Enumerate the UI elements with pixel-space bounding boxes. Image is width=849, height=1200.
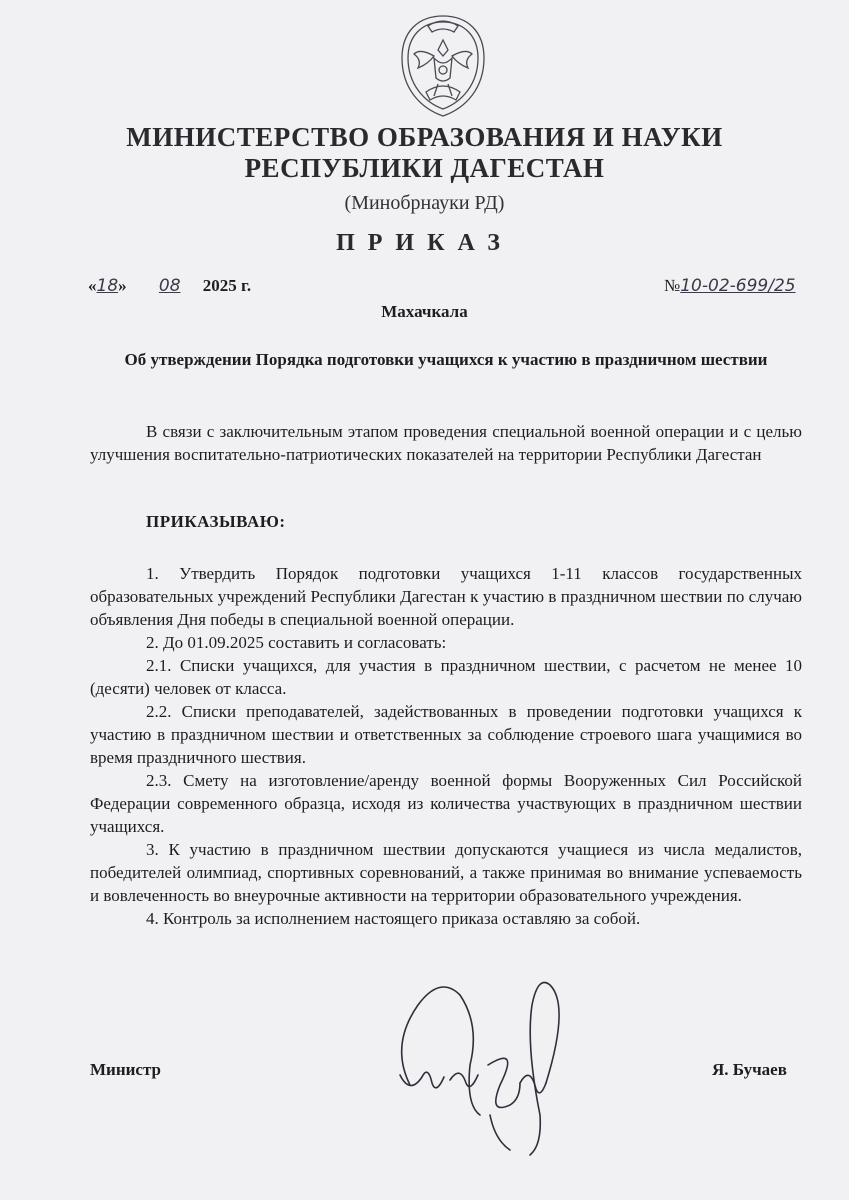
order-item-2-1: 2.1. Списки учащихся, для участия в праздничном шествии, с расчетом не менее 10 (десяти) человек от класса. [90, 656, 802, 698]
document-type: ПРИКАЗ [336, 230, 513, 256]
order-item-3: 3. К участию в праздничном шествии допускаются учащиеся из числа медалистов, победителей олимпиад, спортивных соревнований, а также принимая во внимание успеваемость и вовлеченность во внеурочные активности на территории образовательного учреждения. [90, 840, 802, 905]
order-item-4: 4. Контроль за исполнением настоящего приказа оставляю за собой. [146, 909, 641, 928]
order-item-2-3: 2.3. Смету на изготовление/аренду военной формы Вооруженных Сил Российской Федерации современного образца, исходя из количества участвующих в праздничном шествии учащихся. [90, 771, 802, 836]
number-label: № [664, 276, 681, 295]
date-day: 18 [96, 276, 119, 296]
intro-paragraph: В связи с заключительным этапом проведения специальной военной операции и с целью улучшения воспитательно-патриотических показателей на территории Республики Дагестан [90, 422, 802, 464]
order-item-2: 2. До 01.09.2025 составить и согласовать: [146, 633, 447, 652]
ministry-name-line2: РЕСПУБЛИКИ ДАГЕСТАН [244, 153, 605, 183]
order-item-2-2: 2.2. Списки преподавателей, задействованных в проведении подготовки учащихся к участию в праздничном шествии и ответственных за соблюдение строевого шага учащимися во время праздничного шествия. [90, 702, 802, 767]
document-date [88, 276, 251, 296]
document-number [664, 276, 796, 296]
signatory-position: Министр [90, 1060, 161, 1079]
order-item-1: 1. Утвердить Порядок подготовки учащихся 1-11 классов государственных образовательных учреждений Республики Дагестан к участию в праздничном шествии по случаю объявления Дня победы в специальной военной операции. [90, 564, 802, 629]
city: Махачкала [381, 302, 468, 321]
handwritten-signature [370, 965, 590, 1165]
number-value: 10-02-699/25 [680, 276, 796, 296]
order-title: Об утверждении Порядка подготовки учащихся к участию в праздничном шествии [124, 350, 768, 369]
coat-of-arms-icon [388, 10, 498, 122]
date-year: 2025 г. [202, 276, 252, 295]
orders-heading: ПРИКАЗЫВАЮ: [146, 512, 286, 531]
date-quote-open: « [88, 276, 97, 295]
date-month: 08 [158, 276, 181, 296]
order-items [90, 562, 802, 930]
ministry-short-name: (Минобрнауки РД) [344, 192, 505, 214]
date-quote-close: » [118, 276, 127, 295]
signatory-name: Я. Бучаев [712, 1060, 787, 1079]
ministry-name-line1: МИНИСТЕРСТВО ОБРАЗОВАНИЯ И НАУКИ [126, 122, 723, 152]
